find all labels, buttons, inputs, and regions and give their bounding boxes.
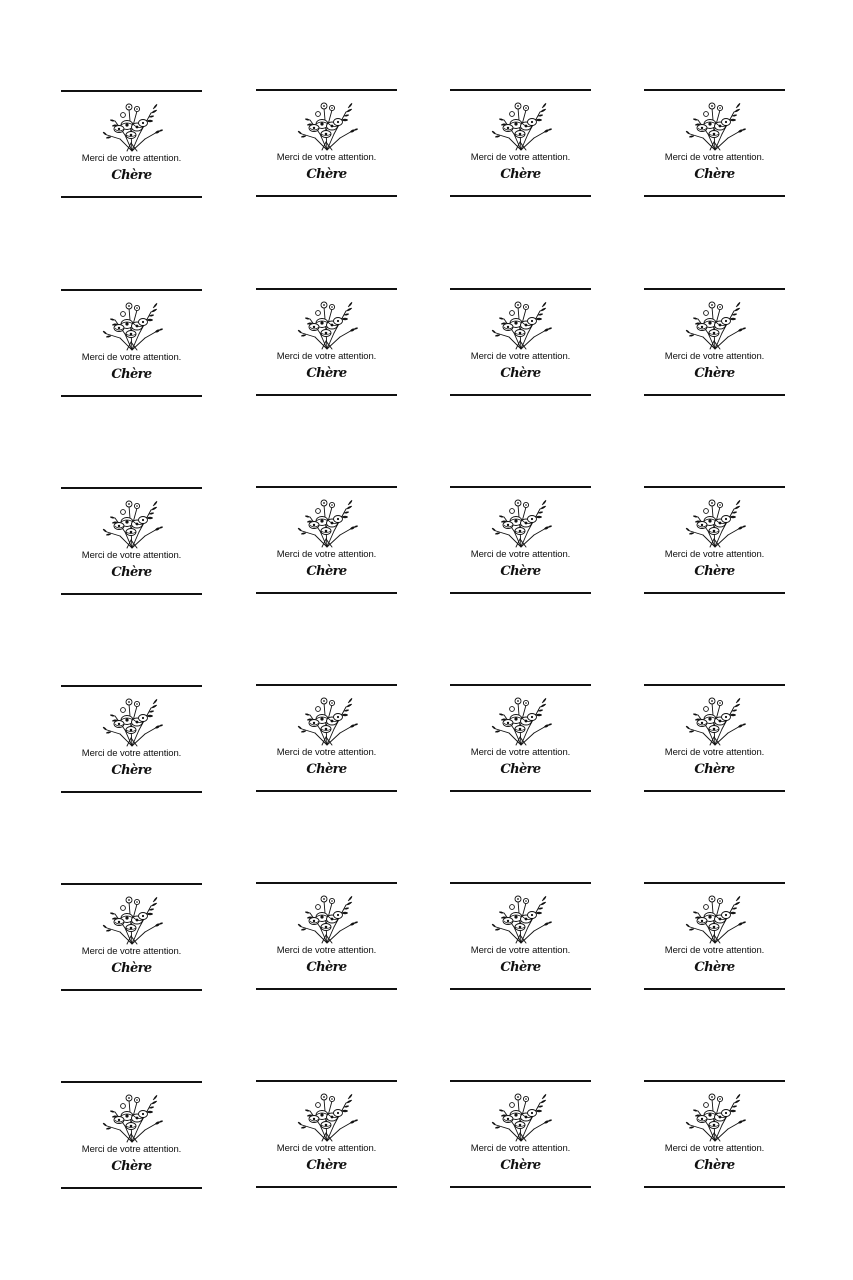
floral-bouquet-icon bbox=[490, 491, 552, 549]
thank-you-message: Merci de votre attention. bbox=[470, 152, 571, 163]
signature: Chère bbox=[694, 564, 735, 579]
floral-bouquet-icon bbox=[490, 94, 552, 152]
signature: Chère bbox=[306, 564, 347, 579]
thank-you-message: Merci de votre attention. bbox=[664, 945, 765, 956]
bottom-rule bbox=[61, 196, 202, 198]
floral-bouquet-icon bbox=[101, 294, 163, 352]
top-rule bbox=[450, 1080, 591, 1082]
floral-bouquet-icon bbox=[101, 95, 163, 153]
floral-bouquet-icon bbox=[684, 293, 746, 351]
bottom-rule bbox=[61, 395, 202, 397]
signature: Chère bbox=[500, 366, 541, 381]
top-rule bbox=[450, 288, 591, 290]
bottom-rule bbox=[450, 790, 591, 792]
signature: Chère bbox=[500, 564, 541, 579]
thank-you-label bbox=[644, 1080, 785, 1188]
thank-you-label bbox=[644, 288, 785, 396]
floral-bouquet-icon bbox=[296, 1085, 358, 1143]
thank-you-message: Merci de votre attention. bbox=[81, 748, 182, 759]
bottom-rule bbox=[256, 592, 397, 594]
thank-you-label bbox=[450, 288, 591, 396]
thank-you-message: Merci de votre attention. bbox=[276, 152, 377, 163]
top-rule bbox=[61, 90, 202, 92]
top-rule bbox=[61, 487, 202, 489]
floral-bouquet-icon bbox=[101, 492, 163, 550]
thank-you-message: Merci de votre attention. bbox=[81, 153, 182, 164]
floral-bouquet-icon bbox=[101, 888, 163, 946]
signature: Chère bbox=[111, 565, 152, 580]
floral-bouquet-icon bbox=[101, 1086, 163, 1144]
bottom-rule bbox=[644, 988, 785, 990]
bottom-rule bbox=[61, 593, 202, 595]
signature: Chère bbox=[306, 762, 347, 777]
top-rule bbox=[644, 1080, 785, 1082]
signature: Chère bbox=[111, 961, 152, 976]
floral-bouquet-icon bbox=[684, 689, 746, 747]
thank-you-message: Merci de votre attention. bbox=[276, 549, 377, 560]
bottom-rule bbox=[256, 394, 397, 396]
floral-bouquet-icon bbox=[684, 887, 746, 945]
thank-you-label bbox=[256, 288, 397, 396]
thank-you-label bbox=[450, 89, 591, 197]
thank-you-label bbox=[256, 486, 397, 594]
thank-you-message: Merci de votre attention. bbox=[470, 945, 571, 956]
thank-you-message: Merci de votre attention. bbox=[470, 747, 571, 758]
bottom-rule bbox=[61, 1187, 202, 1189]
floral-bouquet-icon bbox=[490, 1085, 552, 1143]
signature: Chère bbox=[306, 167, 347, 182]
signature: Chère bbox=[694, 167, 735, 182]
thank-you-label bbox=[450, 684, 591, 792]
thank-you-label bbox=[450, 1080, 591, 1188]
floral-bouquet-icon bbox=[684, 491, 746, 549]
top-rule bbox=[644, 288, 785, 290]
thank-you-message: Merci de votre attention. bbox=[664, 549, 765, 560]
bottom-rule bbox=[644, 790, 785, 792]
signature: Chère bbox=[111, 763, 152, 778]
top-rule bbox=[644, 684, 785, 686]
bottom-rule bbox=[450, 394, 591, 396]
bottom-rule bbox=[450, 195, 591, 197]
thank-you-message: Merci de votre attention. bbox=[470, 549, 571, 560]
floral-bouquet-icon bbox=[684, 1085, 746, 1143]
thank-you-label bbox=[61, 883, 202, 991]
bottom-rule bbox=[450, 1186, 591, 1188]
top-rule bbox=[61, 685, 202, 687]
thank-you-message: Merci de votre attention. bbox=[81, 550, 182, 561]
thank-you-label bbox=[61, 685, 202, 793]
thank-you-label bbox=[61, 1081, 202, 1189]
thank-you-label bbox=[61, 487, 202, 595]
signature: Chère bbox=[500, 762, 541, 777]
top-rule bbox=[256, 1080, 397, 1082]
signature: Chère bbox=[306, 1158, 347, 1173]
thank-you-message: Merci de votre attention. bbox=[664, 351, 765, 362]
thank-you-label bbox=[450, 882, 591, 990]
thank-you-message: Merci de votre attention. bbox=[470, 351, 571, 362]
bottom-rule bbox=[61, 989, 202, 991]
floral-bouquet-icon bbox=[490, 293, 552, 351]
thank-you-message: Merci de votre attention. bbox=[81, 1144, 182, 1155]
bottom-rule bbox=[450, 988, 591, 990]
top-rule bbox=[450, 486, 591, 488]
signature: Chère bbox=[694, 1158, 735, 1173]
thank-you-message: Merci de votre attention. bbox=[664, 747, 765, 758]
top-rule bbox=[644, 486, 785, 488]
signature: Chère bbox=[111, 168, 152, 183]
top-rule bbox=[644, 89, 785, 91]
thank-you-label bbox=[256, 684, 397, 792]
thank-you-message: Merci de votre attention. bbox=[664, 152, 765, 163]
thank-you-label bbox=[256, 1080, 397, 1188]
top-rule bbox=[61, 289, 202, 291]
top-rule bbox=[644, 882, 785, 884]
thank-you-message: Merci de votre attention. bbox=[470, 1143, 571, 1154]
thank-you-label bbox=[61, 289, 202, 397]
signature: Chère bbox=[111, 1159, 152, 1174]
signature: Chère bbox=[500, 167, 541, 182]
floral-bouquet-icon bbox=[101, 690, 163, 748]
thank-you-label bbox=[644, 486, 785, 594]
thank-you-message: Merci de votre attention. bbox=[81, 946, 182, 957]
thank-you-label bbox=[644, 684, 785, 792]
top-rule bbox=[256, 684, 397, 686]
bottom-rule bbox=[61, 791, 202, 793]
top-rule bbox=[256, 89, 397, 91]
signature: Chère bbox=[500, 960, 541, 975]
thank-you-message: Merci de votre attention. bbox=[664, 1143, 765, 1154]
thank-you-label bbox=[256, 89, 397, 197]
thank-you-label bbox=[644, 882, 785, 990]
top-rule bbox=[256, 882, 397, 884]
top-rule bbox=[256, 486, 397, 488]
signature: Chère bbox=[694, 366, 735, 381]
bottom-rule bbox=[256, 988, 397, 990]
thank-you-label bbox=[644, 89, 785, 197]
signature: Chère bbox=[500, 1158, 541, 1173]
top-rule bbox=[450, 882, 591, 884]
signature: Chère bbox=[694, 762, 735, 777]
bottom-rule bbox=[256, 790, 397, 792]
top-rule bbox=[61, 1081, 202, 1083]
bottom-rule bbox=[644, 1186, 785, 1188]
thank-you-message: Merci de votre attention. bbox=[276, 1143, 377, 1154]
bottom-rule bbox=[256, 1186, 397, 1188]
floral-bouquet-icon bbox=[490, 887, 552, 945]
thank-you-label bbox=[61, 90, 202, 198]
bottom-rule bbox=[450, 592, 591, 594]
floral-bouquet-icon bbox=[684, 94, 746, 152]
thank-you-message: Merci de votre attention. bbox=[81, 352, 182, 363]
floral-bouquet-icon bbox=[296, 887, 358, 945]
bottom-rule bbox=[644, 195, 785, 197]
top-rule bbox=[450, 684, 591, 686]
thank-you-message: Merci de votre attention. bbox=[276, 747, 377, 758]
thank-you-label bbox=[256, 882, 397, 990]
bottom-rule bbox=[256, 195, 397, 197]
bottom-rule bbox=[644, 592, 785, 594]
top-rule bbox=[61, 883, 202, 885]
signature: Chère bbox=[694, 960, 735, 975]
floral-bouquet-icon bbox=[296, 94, 358, 152]
floral-bouquet-icon bbox=[296, 689, 358, 747]
thank-you-message: Merci de votre attention. bbox=[276, 945, 377, 956]
bottom-rule bbox=[644, 394, 785, 396]
thank-you-label bbox=[450, 486, 591, 594]
floral-bouquet-icon bbox=[296, 491, 358, 549]
signature: Chère bbox=[306, 960, 347, 975]
signature: Chère bbox=[111, 367, 152, 382]
floral-bouquet-icon bbox=[296, 293, 358, 351]
signature: Chère bbox=[306, 366, 347, 381]
thank-you-message: Merci de votre attention. bbox=[276, 351, 377, 362]
top-rule bbox=[256, 288, 397, 290]
top-rule bbox=[450, 89, 591, 91]
floral-bouquet-icon bbox=[490, 689, 552, 747]
